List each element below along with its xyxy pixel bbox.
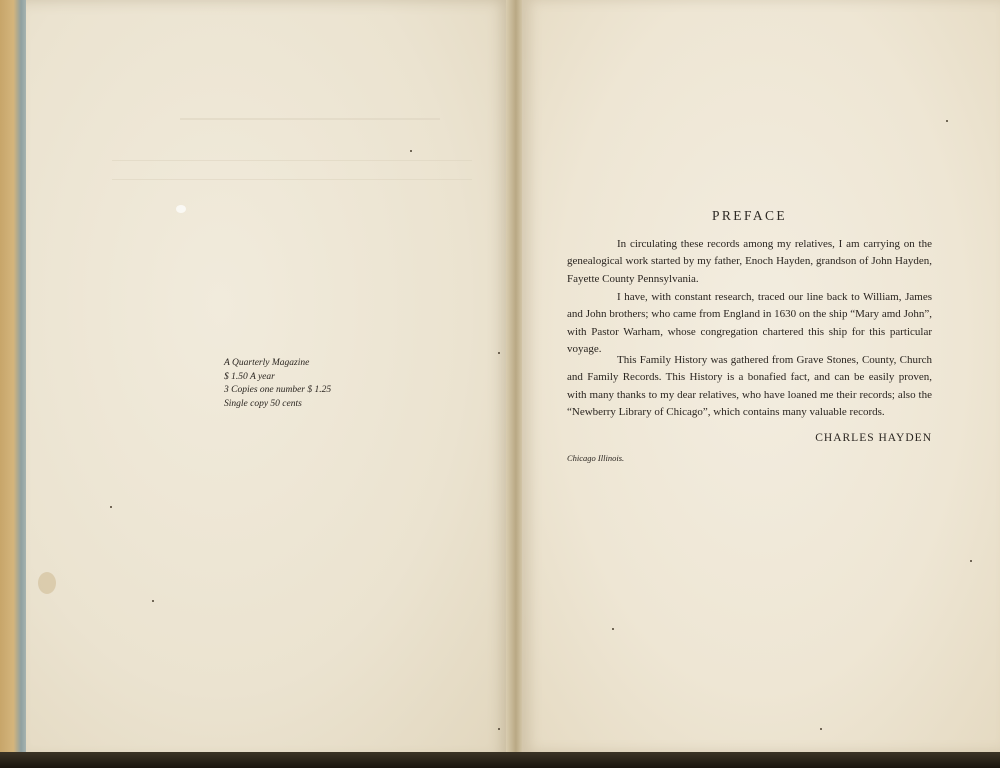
page-stain bbox=[176, 205, 186, 213]
subscription-line: 3 Copies one number $ 1.25 bbox=[224, 385, 332, 396]
author-location: Chicago Illinois. bbox=[567, 453, 625, 463]
page-speck bbox=[820, 728, 822, 730]
author-signature: CHARLES HAYDEN bbox=[815, 432, 932, 444]
page-speck bbox=[110, 506, 112, 508]
page-speck bbox=[612, 628, 614, 630]
page-speck bbox=[498, 728, 500, 730]
page-speck bbox=[498, 352, 500, 354]
scan-bottom-edge bbox=[0, 752, 1000, 768]
subscription-line: A Quarterly Magazine bbox=[224, 358, 310, 368]
subscription-info bbox=[224, 357, 331, 411]
page-speck bbox=[410, 150, 412, 152]
show-through-rule bbox=[180, 118, 440, 134]
page-speck bbox=[946, 120, 948, 122]
preface-paragraph: I have, with constant research, traced our line back to William, James and John brothers; who came from England in 1630 on the ship “Mary amd John”, with Pastor Warham, whose congregation chartered this ship for this particular voyage. bbox=[567, 291, 932, 356]
preface-title: PREFACE bbox=[712, 208, 788, 223]
show-through-rule bbox=[112, 160, 472, 180]
page-stain bbox=[38, 572, 56, 594]
preface-paragraph: In circulating these records among my relatives, I am carrying on the genealogical work started by my father, Enoch Hayden, grandson of John Hayden, Fayette County Pennsylvania. bbox=[567, 238, 932, 285]
page-speck bbox=[970, 560, 972, 562]
subscription-line: $ 1.50 A year bbox=[224, 371, 275, 382]
page-speck bbox=[152, 600, 154, 602]
subscription-line: Single copy 50 cents bbox=[224, 398, 302, 409]
preface-paragraph: This Family History was gathered from Grave Stones, County, Church and Family Records. This History is a bonafied fact, and can be easily proven, with many thanks to my dear relatives, who have loaned me their records; also the “Newberry Library of Chicago”, which contains many valuable records. bbox=[567, 354, 932, 419]
